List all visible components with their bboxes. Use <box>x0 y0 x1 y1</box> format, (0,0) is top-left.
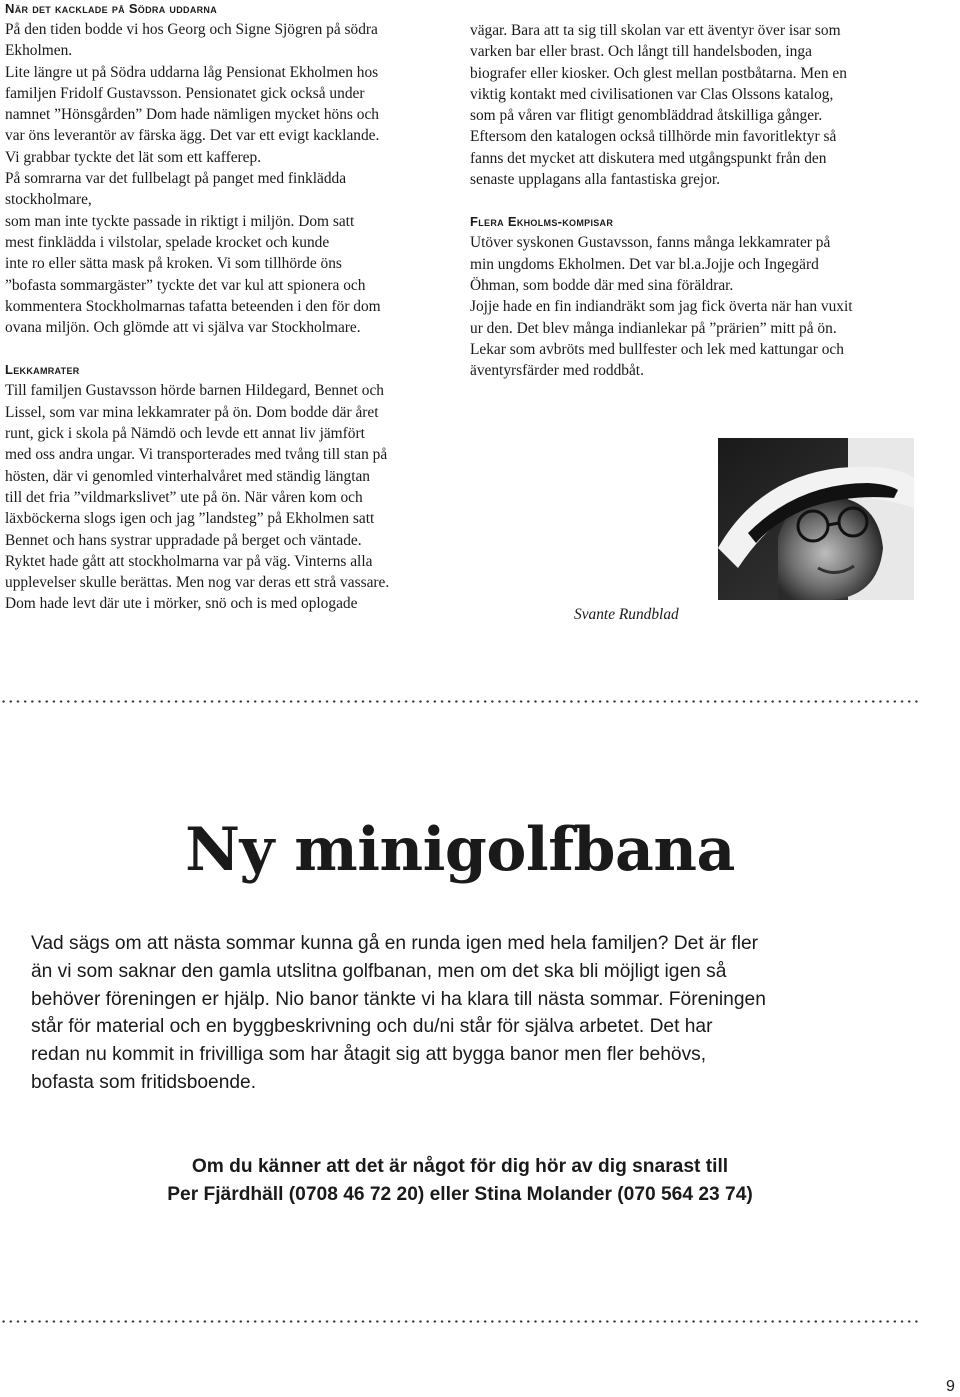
portrait-photo <box>718 438 914 600</box>
section-text-ekholms-kompisar <box>470 232 910 381</box>
text-line: upplevelser skulle berättas. Men nog var deras ett strå vassare. <box>5 574 390 592</box>
text-line: Om du känner att det är något för dig hör av dig snarast till <box>191 1156 729 1177</box>
text-line: Lite längre ut på Södra uddarna låg Pensionat Ekholmen hos <box>5 63 379 81</box>
text-line: än vi som saknar den gamla utslitna golfbanan, men om det ska bli möjligt igen så <box>31 960 727 982</box>
text-line: Vad sägs om att nästa sommar kunna gå en runda igen med hela familjen? Det är fler <box>31 933 759 954</box>
text-line: inte ro eller sätta mask på kroken. Vi som tillhörde öns <box>5 255 342 273</box>
text-line: behöver föreningen er hjälp. Nio banor tänkte vi ha klara till nästa sommar. Föreningen <box>31 988 766 1010</box>
text-line: min ungdoms Ekholmen. Det var bl.a.Jojje och Ingegärd <box>470 255 819 273</box>
announcement-body <box>31 930 911 1097</box>
text-line: biografer eller kiosker. Och glest mellan postbåtarna. Men en <box>470 64 847 82</box>
text-line: Ekholmen. <box>5 42 73 60</box>
text-line: Eftersom den katalogen också tillhörde min favoritlektyr så <box>470 128 837 146</box>
text-line: vägar. Bara att ta sig till skolan var ett äventyr över isar som <box>470 22 841 39</box>
text-line: viktig kontakt med civilisationen var Clas Olssons katalog, <box>470 85 834 103</box>
text-line: Lissel, som var mina lekkamrater på ön. Dom bodde där året <box>5 403 379 421</box>
section-text-continued <box>470 20 910 190</box>
text-line: senaste upplagans alla fantastiska grejor. <box>470 171 721 189</box>
announcement-contact <box>0 1153 920 1208</box>
text-line: runt, gick i skola på Nämdö och levde ett annat liv jämfört <box>5 425 365 443</box>
text-line: namnet ”Hönsgården” Dom hade nämligen mycket höns och <box>5 106 379 124</box>
dotted-separator-top <box>0 700 920 703</box>
text-line: Vi grabbar tyckte det lät som ett kafferep. <box>5 148 262 166</box>
text-line: Utöver syskonen Gustavsson, fanns många lekkamrater på <box>470 234 831 252</box>
text-line: Ryktet hade gått att stockholmarna var på väg. Vinterns alla <box>5 552 373 570</box>
text-line: läxböckerna slogs igen och jag ”landsteg” på Ekholmen satt <box>5 510 375 528</box>
text-line: äventyrsfärder med roddbåt. <box>470 362 644 380</box>
section-text-kacklade <box>5 19 451 338</box>
text-line: På den tiden bodde vi hos Georg och Signe Sjögren på södra <box>5 21 378 38</box>
text-line: varken bar eller brast. Och långt till handelsboden, inga <box>470 43 812 61</box>
text-line: ur den. Det blev många indianlekar på ”prärien” mitt på ön. <box>470 319 837 337</box>
text-line: var öns leverantör av färska ägg. Det var ett evigt kacklande. <box>5 127 380 145</box>
text-line: redan nu kommit in frivilliga som har åtagit sig att bygga banor men fler behövs, <box>31 1044 707 1066</box>
text-line: kommentera Stockholmarnas tafatta beteenden i den för dom <box>5 297 381 315</box>
text-line: ”bofasta sommargäster” tyckte det var kul att spionera och <box>5 276 366 294</box>
dotted-separator-bottom <box>0 1320 920 1323</box>
text-line: På somrarna var det fullbelagt på panget med finklädda <box>5 170 347 188</box>
section-heading-ekholms-kompisar: Flera Ekholms-kompisar <box>470 214 614 230</box>
page-number: 9 <box>946 1378 955 1395</box>
portrait-image <box>718 438 914 600</box>
photo-caption: Svante Rundblad <box>574 606 679 623</box>
text-line: som man inte tyckte passade in riktigt i miljön. Dom satt <box>5 212 355 230</box>
text-line: Per Fjärdhäll (0708 46 72 20) eller Stina Molander (070 564 23 74) <box>167 1183 753 1205</box>
text-line: står för material och en byggbeskrivning och du/ni står för själva arbetet. Det har <box>31 1016 713 1038</box>
text-line: Bennet och hans systrar uppradade på berget och väntade. <box>5 531 362 549</box>
text-line: Jojje hade en fin indiandräkt som jag fick överta när han vuxit <box>470 298 853 316</box>
text-line: som på våren var flitigt genombläddrad åtskilliga gånger. <box>470 107 823 125</box>
text-line: med oss andra ungar. Vi transporterades med tvång till stan på <box>5 446 388 464</box>
right-column <box>470 20 910 381</box>
section-heading-lekkamrater: Lekkamrater <box>5 362 80 378</box>
text-line: Öhman, som bodde där med sina föräldrar. <box>470 276 734 294</box>
text-line: ovana miljön. Och glömde att vi själva var Stockholmare. <box>5 319 361 337</box>
text-line: stockholmare, <box>5 191 92 209</box>
text-line: Lekar som avbröts med bullfester och lek med kattungar och <box>470 340 844 358</box>
text-line: familjen Fridolf Gustavsson. Pensionatet gick också under <box>5 84 365 102</box>
section-text-lekkamrater <box>5 380 451 614</box>
text-line: till det fria ”vildmarkslivet” ute på ön. När våren kom och <box>5 488 363 506</box>
text-line: mest finklädda i vilstolar, spelade krocket och kunde <box>5 233 330 251</box>
text-line: Till familjen Gustavsson hörde barnen Hildegard, Bennet och <box>5 382 384 400</box>
text-line: bofasta som fritidsboende. <box>31 1071 257 1093</box>
section-heading-kacklade: När det kacklade på Södra uddarna <box>5 1 218 16</box>
left-column <box>5 0 451 615</box>
announcement-title: Ny minigolfbana <box>185 815 735 885</box>
text-line: Dom hade levt där ute i mörker, snö och is med oplogade <box>5 595 358 613</box>
text-line: hösten, där vi genomled vinterhalvåret med ständig längtan <box>5 467 370 485</box>
text-line: fanns det mycket att diskutera med utgångspunkt från den <box>470 149 827 167</box>
